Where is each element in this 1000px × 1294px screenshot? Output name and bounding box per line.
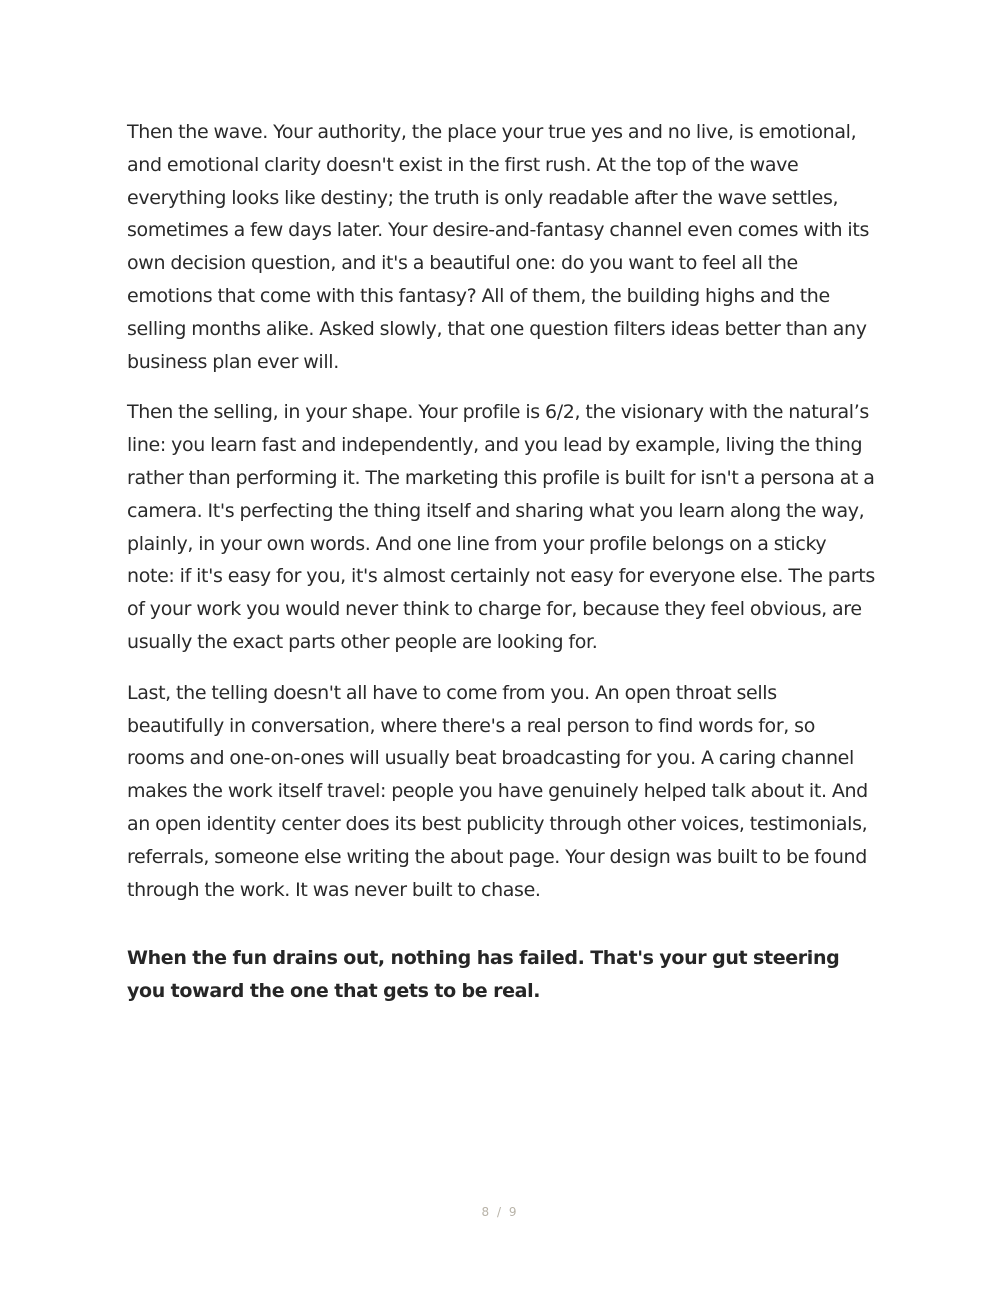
page-content: [127, 116, 877, 1008]
page-number-total: 9: [508, 1205, 519, 1219]
paragraph-wave: Then the wave. Your authority, the place your true yes and no live, is emotional, and emotional clarity doesn't exist in the first rush. At the top of the wave everything looks like destiny; the truth is only readable after the wave settles, sometimes a few days later. Your desire-and-fantasy channel even comes with its own decision question, and it's a beautiful one: do you want to feel all the emotions that come with this fantasy? All of them, the building highs and the selling months alike. Asked slowly, that one question filters ideas better than any business plan ever will.: [127, 121, 870, 373]
page-number-separator: /: [496, 1205, 504, 1219]
closing-statement: When the fun drains out, nothing has failed. That's your gut steering you toward the one that gets to be real.: [127, 947, 840, 1003]
page-number-current: 8: [481, 1205, 492, 1219]
paragraph-telling: Last, the telling doesn't all have to come from you. An open throat sells beautifully in conversation, where there's a real person to find words for, so rooms and one-on-ones will usually beat broadcasting for you. A caring channel makes the work itself travel: people you have genuinely helped talk about it. And an open identity center does its best publicity through other voices, testimonials, referrals, someone else writing the about page. Your design was built to be found through the work. It was never built to chase.: [127, 681, 868, 901]
paragraph-selling: Then the selling, in your shape. Your profile is 6/2, the visionary with the natural’s line: you learn fast and independently, and you lead by example, living the thing rather than performing it. The marketing this profile is built for isn't a persona at a camera. It's perfecting the thing itself and sharing what you learn along the way, plainly, in your own words. And one line from your profile belongs on a sticky note: if it's easy for you, it's almost certainly not easy for everyone else. The parts of your work you would never think to charge for, because they feel obvious, are usually the exact parts other people are looking for.: [127, 401, 875, 653]
page-number: [0, 1205, 1000, 1219]
